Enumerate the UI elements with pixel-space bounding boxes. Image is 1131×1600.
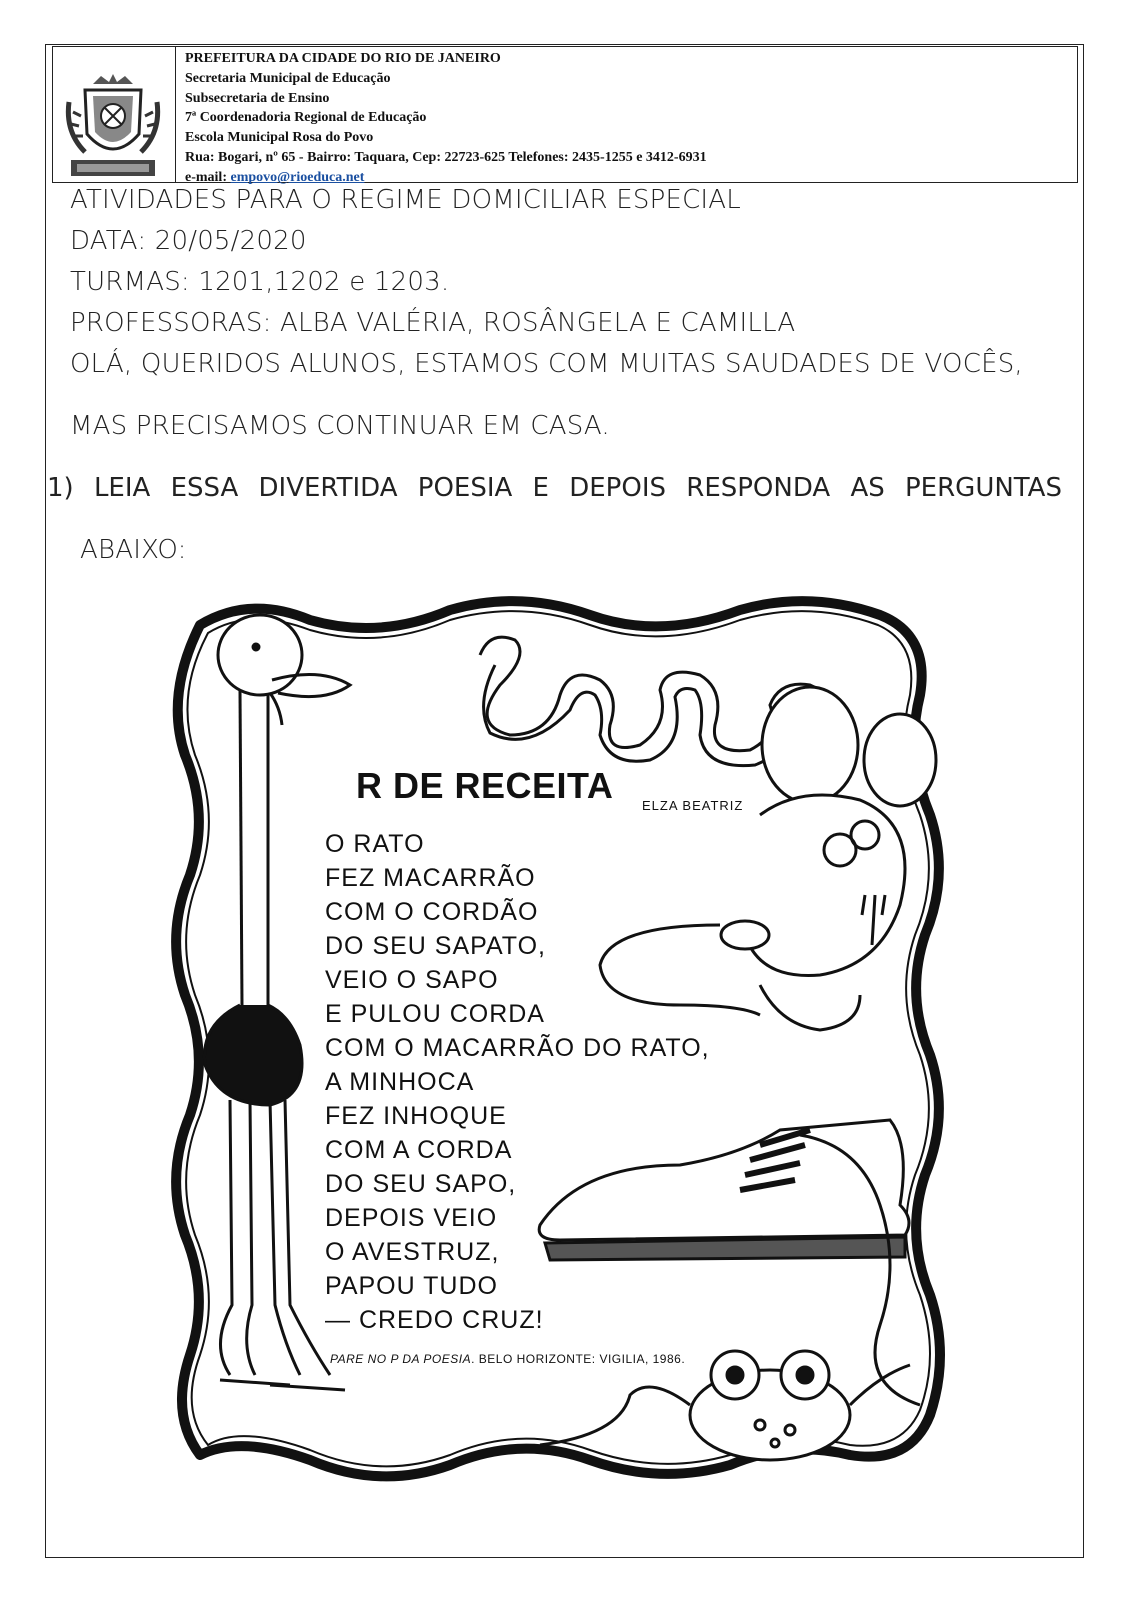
question-word: POESIA	[417, 473, 513, 503]
question-word: E	[532, 473, 549, 503]
header-line: Secretaria Municipal de Educação	[185, 70, 391, 86]
poem-line: O AVESTRUZ,	[325, 1238, 500, 1266]
poem-line: — CREDO CRUZ!	[325, 1306, 544, 1334]
question-word: DEPOIS	[569, 473, 666, 503]
question-word: RESPONDA	[686, 473, 831, 503]
header-line: Rua: Bogari, nº 65 - Bairro: Taquara, Cep: 22723-625 Telefones: 2435-1255 e 3412-6931	[185, 149, 707, 165]
question-number: 1)	[47, 473, 74, 503]
classes-line: TURMAS: 1201,1202 e 1203.	[70, 267, 450, 297]
poem-line: A MINHOCA	[325, 1068, 475, 1096]
question-word: ESSA	[170, 473, 239, 503]
poem-title: R DE RECEITA	[356, 765, 614, 806]
email-label: e-mail:	[185, 169, 231, 185]
poem-author: ELZA BEATRIZ	[642, 798, 744, 813]
poem-line: PAPOU TUDO	[325, 1272, 498, 1300]
poem-line: O RATO	[325, 830, 425, 858]
poem-line: FEZ INHOQUE	[325, 1102, 507, 1130]
poem-text	[325, 827, 710, 1337]
poem-line: E PULOU CORDA	[325, 1000, 545, 1028]
poem-line: DO SEU SAPO,	[325, 1170, 517, 1198]
question-word: LEIA	[93, 473, 151, 503]
question-1-continuation: ABAIXO:	[80, 535, 187, 565]
poem-line: VEIO O SAPO	[325, 966, 499, 994]
header-text-block	[185, 49, 707, 188]
poem-line: COM O MACARRÃO DO RATO,	[325, 1034, 710, 1062]
poem-source-book: PARE NO P DA POESIA	[330, 1352, 472, 1366]
poem-line: DEPOIS VEIO	[325, 1204, 498, 1232]
header-line: PREFEITURA DA CIDADE DO RIO DE JANEIRO	[185, 51, 501, 66]
header-line: 7ª Coordenadoria Regional de Educação	[185, 110, 427, 126]
poem-line: DO SEU SAPATO,	[325, 932, 546, 960]
header-line: Subsecretaria de Ensino	[185, 90, 330, 106]
greeting-line-1: OLÁ, QUERIDOS ALUNOS, ESTAMOS COM MUITAS SAUDADES DE VOCÊS,	[70, 349, 1023, 379]
header-line: Escola Municipal Rosa do Povo	[185, 130, 374, 146]
poem-source-details: . BELO HORIZONTE: VIGILIA, 1986.	[471, 1352, 686, 1366]
question-word: AS	[850, 473, 885, 503]
teachers-line: PROFESSORAS: ALBA VALÉRIA, ROSÂNGELA E CAMILLA	[70, 308, 796, 338]
greeting-line-2: MAS PRECISAMOS CONTINUAR EM CASA.	[70, 411, 610, 441]
poem-line: FEZ MACARRÃO	[325, 864, 536, 892]
date-line: DATA: 20/05/2020	[70, 226, 307, 256]
poem-source	[330, 1352, 685, 1366]
frog-drawing	[540, 1351, 910, 1460]
question-word: DIVERTIDA	[258, 473, 398, 503]
poem-line: COM A CORDA	[325, 1136, 513, 1164]
poem-line: COM O CORDÃO	[325, 898, 539, 926]
question-1-line	[47, 473, 1062, 503]
school-header	[52, 46, 1078, 183]
question-word: PERGUNTAS	[905, 473, 1062, 503]
activity-title: ATIVIDADES PARA O REGIME DOMICILIAR ESPECIAL	[70, 185, 741, 215]
city-coat-of-arms-icon	[63, 72, 163, 182]
city-crest-cell	[53, 47, 176, 182]
email-link[interactable]: empovo@rioeduca.net	[230, 169, 365, 185]
